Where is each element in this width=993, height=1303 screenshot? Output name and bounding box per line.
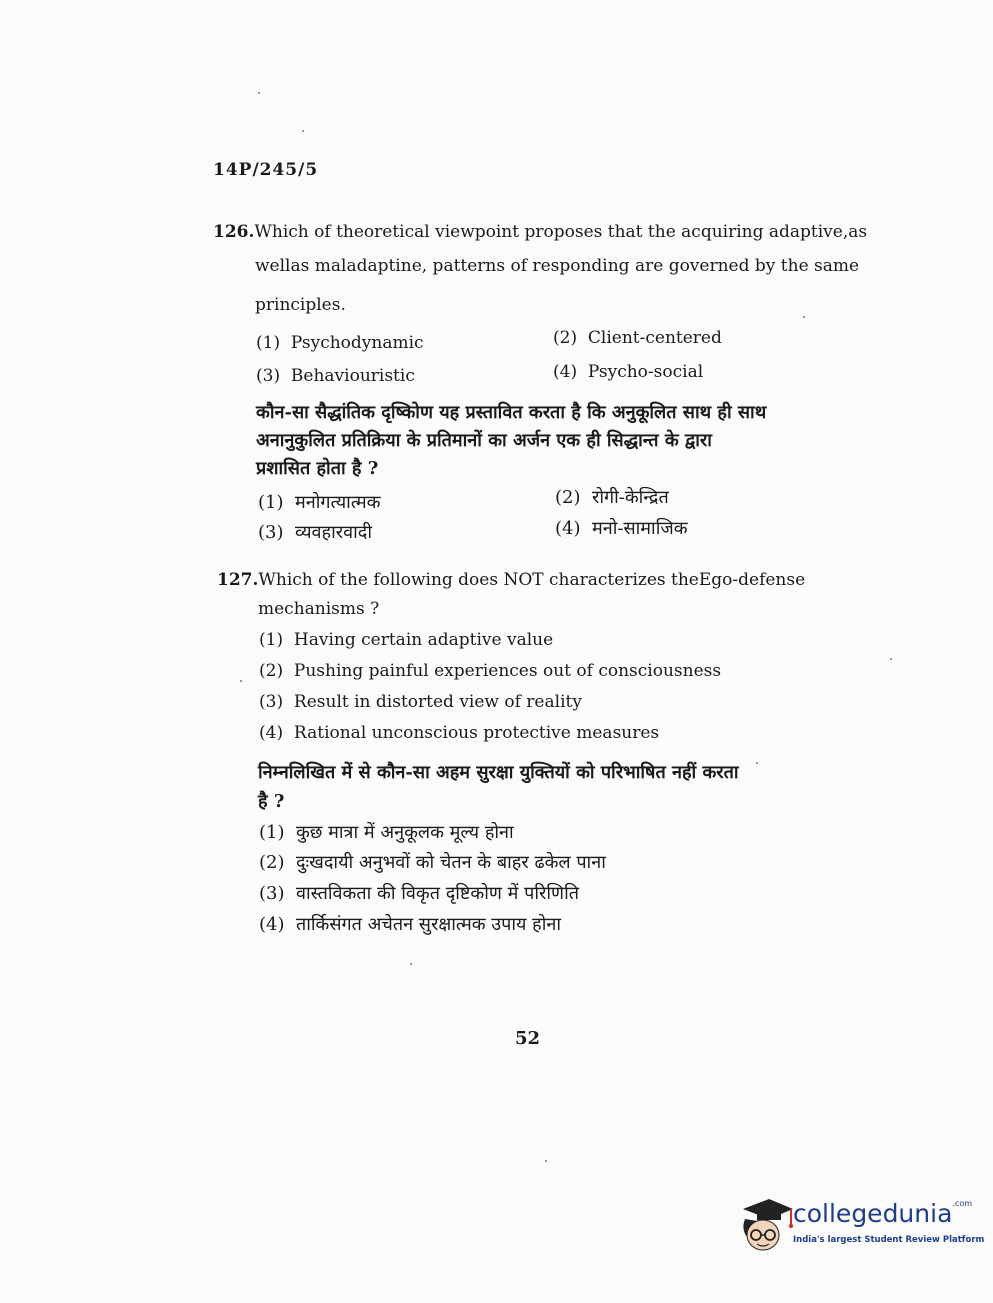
- q127-number: 127.: [217, 570, 259, 590]
- scan-speck: [803, 316, 805, 318]
- logo-tagline: India's largest Student Review Platform: [793, 1235, 985, 1245]
- q126-line-3: principles.: [255, 295, 346, 315]
- q126-hindi-line-3: प्रशासित होता है ?: [256, 458, 379, 479]
- collegedunia-logo: [735, 1195, 985, 1255]
- q126-line-1: 126.Which of theoretical viewpoint proposes that the acquiring adaptive,as: [213, 222, 868, 242]
- q127-hindi-option-1: (1) कुछ मात्रा में अनुकूलक मूल्य होना: [259, 822, 514, 843]
- q127-option-4: (4) Rational unconscious protective measures: [259, 723, 660, 743]
- logo-wordmark: collegedunia: [793, 1199, 953, 1228]
- q126-number: 126.: [213, 222, 255, 242]
- scan-speck: [756, 762, 758, 764]
- q127-hindi-option-2: (2) दुःखदायी अनुभवों को चेतन के बाहर ढकेल पाना: [259, 852, 606, 873]
- q127-option-1: (1) Having certain adaptive value: [259, 630, 554, 650]
- q127-hindi-line-1: निम्नलिखित में से कौन-सा अहम सुरक्षा युक्तियों को परिभाषित नहीं करता: [258, 762, 739, 783]
- scan-speck: [258, 92, 260, 94]
- q126-hindi-line-2: अनानुकुलित प्रतिक्रिया के प्रतिमानों का अर्जन एक ही सिद्धान्त के द्वारा: [256, 430, 712, 451]
- q126-line-2: wellas maladaptine, patterns of responding are governed by the same: [255, 256, 860, 276]
- q126-hindi-option-3: (3) व्यवहारवादी: [258, 522, 373, 543]
- page-number: 52: [515, 1028, 541, 1049]
- q127-line-2: mechanisms ?: [258, 599, 380, 619]
- q127-line-1: 127.Which of the following does NOT characterizes theEgo-defense: [217, 570, 806, 590]
- scan-speck: [890, 658, 892, 660]
- q127-option-3: (3) Result in distorted view of reality: [259, 692, 582, 712]
- q126-hindi-line-1: कौन-सा सैद्धांतिक दृष्किोण यह प्रस्तावित करता है कि अनुकूलित साथ ही साथ: [256, 402, 767, 423]
- q127-hindi-option-4: (4) तार्किसंगत अचेतन सुरक्षात्मक उपाय होना: [259, 914, 562, 935]
- q126-option-1: (1) Psychodynamic: [256, 333, 424, 353]
- q127-option-2: (2) Pushing painful experiences out of consciousness: [259, 661, 722, 681]
- q126-option-3: (3) Behaviouristic: [256, 366, 415, 386]
- paper-code: 14P/245/5: [213, 160, 319, 180]
- logo-suffix: .com: [952, 1199, 973, 1208]
- q126-option-4: (4) Psycho-social: [553, 362, 704, 382]
- q126-hindi-option-1: (1) मनोगत्यात्मक: [258, 492, 381, 513]
- q126-hindi-option-4: (4) मनो-सामाजिक: [555, 518, 688, 539]
- q127-hindi-option-3: (3) वास्तविकता की विकृत दृष्टिकोण में परिणिति: [259, 883, 579, 904]
- scan-speck: [240, 680, 242, 682]
- q126-option-2: (2) Client-centered: [553, 328, 722, 348]
- scan-speck: [410, 963, 412, 965]
- q126-hindi-option-2: (2) रोगी-केन्द्रित: [555, 487, 669, 508]
- q127-hindi-line-2: है ?: [258, 791, 285, 812]
- scan-speck: [545, 1160, 547, 1162]
- mascot-icon: [735, 1195, 795, 1255]
- scan-speck: [302, 130, 304, 132]
